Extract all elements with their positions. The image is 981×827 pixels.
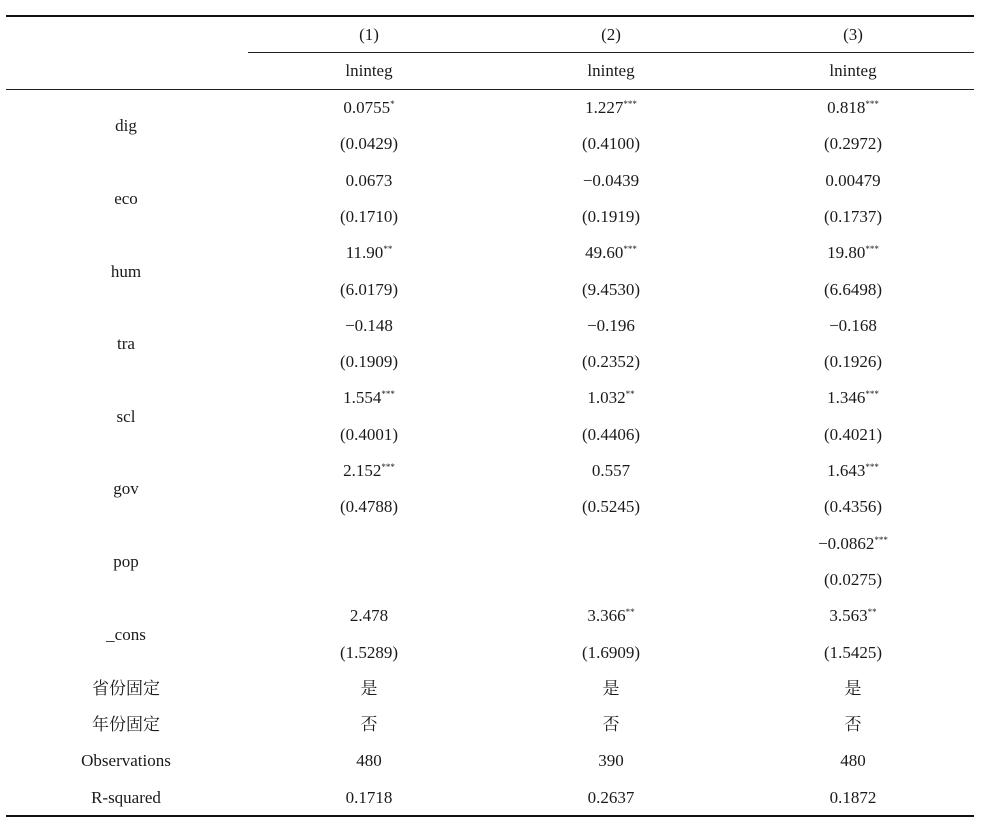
header-row-depvar [6,53,974,89]
depvar-1: lninteg [345,61,393,80]
standard-error-cell: (0.4788) [339,497,399,517]
coefficient-value: 1.554 [343,388,382,408]
coefficient-cell [490,90,732,126]
standard-error-cell: (1.5289) [339,642,399,662]
footer-row [6,743,974,779]
significance-stars: *** [865,244,879,255]
coefficient-value: 1.346 [827,388,866,408]
coefficient-cell [490,163,732,199]
standard-error-cell: (0.5245) [581,497,641,517]
coefficient-value: 1.643 [827,461,866,480]
footer-value: 否 [360,715,378,735]
coefficient-cell [248,235,490,271]
footer-value: 480 [840,751,866,771]
coefficient-value: −0.148 [345,315,393,335]
significance-stars: *** [874,534,888,545]
column-number-3: (3) [843,25,863,44]
coefficient-value: 0.0755 [343,98,391,117]
significance-stars: *** [623,244,637,255]
coefficient-cell [490,453,732,489]
coefficient-cell [490,526,732,562]
significance-stars: *** [865,462,879,472]
coefficient-cell [490,308,732,344]
significance-stars: ** [625,607,635,618]
standard-error-cell: (0.2352) [581,352,641,372]
variable-label: scl [116,406,136,426]
coefficient-cell [248,453,490,489]
coefficient-cell [248,163,490,199]
standard-error-cell: (0.4356) [823,497,883,517]
coefficient-value: 2.478 [349,606,389,626]
variable-label: tra [117,334,135,354]
standard-error-row [6,562,974,598]
footer-value: 0.1872 [829,787,877,807]
coefficient-value: −0.0439 [582,170,640,190]
standard-error-cell: (0.1919) [581,206,641,226]
standard-error-cell: (6.0179) [339,279,399,299]
standard-error-cell [248,562,490,598]
significance-stars: *** [865,99,879,109]
coefficient-cell [248,90,490,126]
footer-value: 0.2637 [587,787,635,807]
footer-value: 0.1718 [345,787,393,807]
coefficient-value: 0.00479 [825,170,881,190]
significance-stars: *** [381,389,395,400]
footer-value: 否 [602,715,620,735]
significance-stars: * [390,99,395,109]
standard-error-cell: (9.4530) [581,279,641,299]
standard-error-cell: (0.4021) [823,424,883,444]
standard-error-cell: (0.1909) [339,352,399,372]
coefficient-row [6,526,974,562]
coefficient-row [6,308,974,344]
standard-error-cell: (1.6909) [581,642,641,662]
coefficient-value: 1.227 [585,98,624,117]
footer-label: Observations [81,751,171,771]
variable-label: hum [110,261,142,281]
coefficient-cell [732,453,974,489]
significance-stars: *** [865,389,879,400]
coefficient-cell [732,308,974,344]
coefficient-row [6,163,974,199]
standard-error-row [6,344,974,380]
bottom-rule [6,815,974,817]
variable-label: _cons [106,624,146,644]
coefficient-value: 11.90 [345,243,384,263]
footer-value: 是 [844,678,862,698]
coefficient-cell [490,380,732,416]
footer-value: 是 [602,678,620,698]
standard-error-cell: (0.4001) [339,424,399,444]
coefficient-value: 19.80 [827,243,866,263]
coefficient-row [6,235,974,271]
coefficient-value: 1.032 [587,388,626,408]
significance-stars: *** [623,99,637,109]
footer-label: R-squared [91,787,161,807]
standard-error-cell: (0.1926) [823,352,883,372]
coefficient-cell [248,308,490,344]
standard-error-cell: (1.5425) [823,642,883,662]
footer-value: 是 [360,678,378,698]
standard-error-cell: (0.4100) [581,134,641,154]
significance-stars: ** [383,244,393,255]
depvar-2: lninteg [587,61,635,80]
footer-row [6,707,974,743]
standard-error-cell: (0.0429) [339,134,399,154]
coefficient-value: 0.818 [827,98,866,117]
coefficient-cell [732,380,974,416]
coefficient-row [6,453,974,489]
standard-error-row [6,199,974,235]
coefficient-cell [732,163,974,199]
standard-error-cell [490,562,732,598]
standard-error-cell: (0.2972) [823,134,883,154]
standard-error-row [6,126,974,162]
coefficient-value: 0.0673 [345,170,393,190]
coefficient-cell [732,598,974,634]
standard-error-cell: (0.0275) [823,569,883,589]
coefficient-cell [248,598,490,634]
coefficient-cell [248,380,490,416]
coefficient-value: 3.366 [587,606,626,626]
variable-label: dig [115,116,137,136]
column-number-1: (1) [359,25,379,44]
variable-label: eco [114,188,138,208]
standard-error-row [6,635,974,671]
standard-error-row [6,272,974,308]
footer-value: 否 [844,715,862,735]
significance-stars: ** [625,389,635,400]
footer-row [6,780,974,816]
coefficient-value: −0.0862 [818,533,875,553]
coefficient-cell [248,526,490,562]
footer-row [6,671,974,707]
coefficient-row [6,90,974,126]
header-row-columns [6,17,974,53]
coefficient-value: 3.563 [829,606,868,626]
coefficient-value: 2.152 [343,461,382,480]
coefficient-value: 49.60 [585,243,624,263]
coefficient-cell [490,235,732,271]
standard-error-row [6,417,974,453]
column-number-2: (2) [601,25,621,44]
variable-label: pop [113,551,139,571]
footer-label: 年份固定 [92,715,160,735]
footer-value: 480 [356,751,382,771]
coefficient-cell [732,235,974,271]
standard-error-row [6,489,974,525]
coefficient-row [6,380,974,416]
footer-value: 390 [598,751,624,771]
standard-error-cell: (0.1737) [823,206,883,226]
coefficient-cell [732,526,974,562]
coefficient-cell [490,598,732,634]
coefficient-row [6,598,974,634]
coefficient-value: 0.557 [591,461,631,480]
depvar-3: lninteg [829,61,877,80]
coefficient-value: −0.196 [587,315,635,335]
significance-stars: ** [867,607,877,618]
significance-stars: *** [381,462,395,472]
standard-error-cell: (0.4406) [581,424,641,444]
standard-error-cell: (6.6498) [823,279,883,299]
coefficient-cell [732,90,974,126]
coefficient-value: −0.168 [829,315,877,335]
footer-label: 省份固定 [92,678,160,698]
standard-error-cell: (0.1710) [339,206,399,226]
variable-label: gov [113,479,139,499]
